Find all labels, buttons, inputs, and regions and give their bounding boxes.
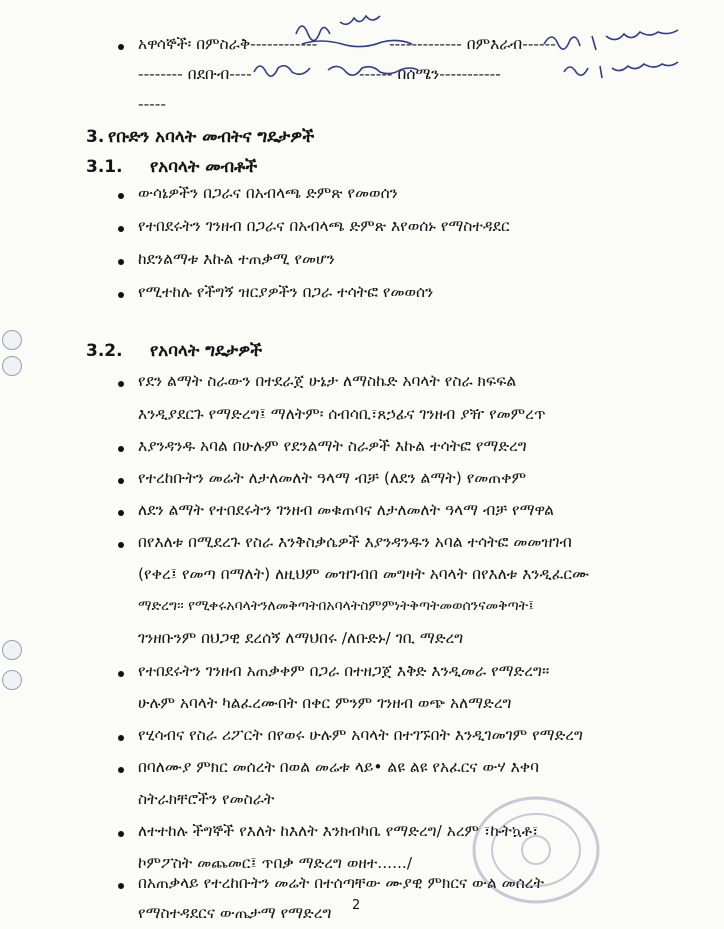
section-3-1-title: የአባላት መብቶች — [150, 157, 258, 177]
section-3-title: የቡድን አባላት መብትና ግዴታዎች — [108, 127, 315, 147]
bullet — [118, 671, 124, 677]
handwritten-signature — [560, 58, 710, 82]
binder-hole — [2, 640, 22, 660]
bullet — [118, 446, 124, 452]
duties-line: በአጠቃላይ የተረከቡትን መሬት በተሰጣቸው ሙያዊ ምክርና ውል መሰረት — [138, 874, 544, 892]
duties-line: በባለሙያ ምክር መሰረት በወል መሬቱ ላይ• ልዩ ልዩ የአፈርና ውሃ እቀባ — [138, 758, 540, 776]
duties-line: የተበደሩትን ገንዘብ አጠቃቀም በጋራ በተዘጋጀ እቅድ እንዲመራ የማድረግ፡፡ — [138, 662, 550, 680]
page-number: 2 — [352, 898, 361, 913]
rights-item: የሚተከሉ የችግኝ ዝርያዎችን በጋራ ተሳትፎ የመወሰን — [138, 283, 434, 301]
south-dashes-2: ------ — [358, 65, 393, 83]
bullet — [118, 193, 124, 199]
section-3-2-number: 3.2. — [86, 341, 123, 361]
bullet — [118, 831, 124, 837]
duties-line: ማድረግ፡፡ የሚቀሩአባላትንለመቅጣትበአባላትስምምነትቅጣትመወሰንናመቅጣት፤ — [138, 598, 534, 614]
duties-line: ሁሉም አባላት ካልፈረሙበት በቀር ምንም ገንዘብ ወጭ አለማድረግ — [138, 694, 512, 712]
east-label: በምስራቅ — [196, 35, 251, 53]
west-label: በምእራብ — [466, 35, 523, 53]
leading-dashes: -------- — [138, 65, 183, 83]
duties-line: (የቀረ፤ የመጣ በማለት) ለዚህም መዝገብበ መግዛት አባላት በየእለቱ እንዲፈርሙ — [138, 565, 590, 583]
binder-hole — [2, 356, 22, 376]
section-3-number: 3. — [86, 127, 105, 147]
bullet — [118, 510, 124, 516]
duties-line: እያንዳንዱ አባል በሁሉም የደንልማት ስራዎች እኩል ተሳትፎ የማድረግ — [138, 437, 527, 455]
binder-hole — [2, 670, 22, 690]
north-dashes: ----------- — [439, 65, 501, 83]
trailing-dashes: ----- — [138, 95, 166, 113]
bullet — [118, 883, 124, 889]
bullet — [118, 44, 124, 50]
duties-line: የሂሳብና የስራ ሪፖርት በየወሩ ሁሉም አባላት በተገኙበት እንዲገመገም የማድረግ — [138, 726, 583, 744]
section-3-2-title: የአባላት ግዴታዎች — [150, 341, 263, 361]
boundaries-label: አዋሳኞች፡ — [138, 35, 192, 53]
handwritten-signature — [250, 56, 450, 82]
bullet — [118, 542, 124, 548]
south-dashes: ---- — [229, 65, 252, 83]
bullet — [118, 381, 124, 387]
duties-line: በየእለቱ በሚደረጉ የስራ እንቅስቃሴዎች እያንዳንዱን አባል ተሳትፎ መመዝገብ — [138, 533, 572, 551]
east-dashes-2: ------------- — [389, 35, 462, 53]
bullet — [118, 735, 124, 741]
west-dashes: ------ — [522, 35, 556, 53]
duties-line: የተረከቡትን መሬት ለታለመለት ዓላማ ብቻ (ለደን ልማት) የመጠቀም — [138, 469, 527, 487]
north-label: በሰሜን — [397, 65, 440, 83]
duties-line: እንዲያደርጉ የማድረግ፤ ማለትም፡ ሰብሳቢ፣ጸኃፊና ገንዘብ ያዥ የመምረጥ — [138, 405, 546, 423]
binder-hole — [2, 330, 22, 350]
rights-item: ውሳኔዎችን በጋራና በአብላጫ ድምጽ የመወሰን — [138, 184, 398, 202]
rights-item: የተበደሩትን ገንዘብ በጋራና በአብላጫ ድምጽ እየወሰኑ የማስተዳደር — [138, 217, 510, 235]
bullet — [118, 478, 124, 484]
official-stamp — [466, 790, 606, 910]
handwritten-signature — [290, 10, 490, 52]
south-label: በደቡብ — [187, 65, 230, 83]
rights-item: ከደንልማቱ እኩል ተጠቃሚ የመሆን — [138, 250, 335, 268]
bullet — [118, 226, 124, 232]
section-3-1-number: 3.1. — [86, 157, 123, 177]
handwritten-signature — [540, 26, 710, 54]
bullet — [118, 292, 124, 298]
duties-line: ለደን ልማት የተበደሩትን ገንዘብ መቁጠባና ለታለመለት ዓላማ ብቻ የማዋል — [138, 501, 555, 519]
bullet — [118, 259, 124, 265]
bullet — [118, 767, 124, 773]
duties-line: የደን ልማት ስራውን በተደራጀ ሁኔታ ለማስኬድ አባላት የስራ ክፍፍል — [138, 372, 517, 390]
duties-line: ለተተከሉ ችግኞች የእለት ከእለት እንክብካቤ የማድረግ/ አረም ፣ኩትኳቶ፣ — [138, 822, 539, 840]
duties-line: ገንዘቡንም በህጋዊ ደረሰኝ ለማህበሩ /ለቡድኑ/ ገቢ ማድረግ — [138, 629, 464, 647]
duties-line: ኮምፖስት መጨመር፤ ጥበቃ ማድረግ ወዘተ....../ — [138, 854, 413, 872]
duties-line: የማስተዳደርና ውጤታማ የማድረግ — [138, 904, 332, 922]
duties-line: ስትራክቸሮችን የመስራት — [138, 790, 275, 808]
east-dashes: ------------ — [250, 35, 318, 53]
